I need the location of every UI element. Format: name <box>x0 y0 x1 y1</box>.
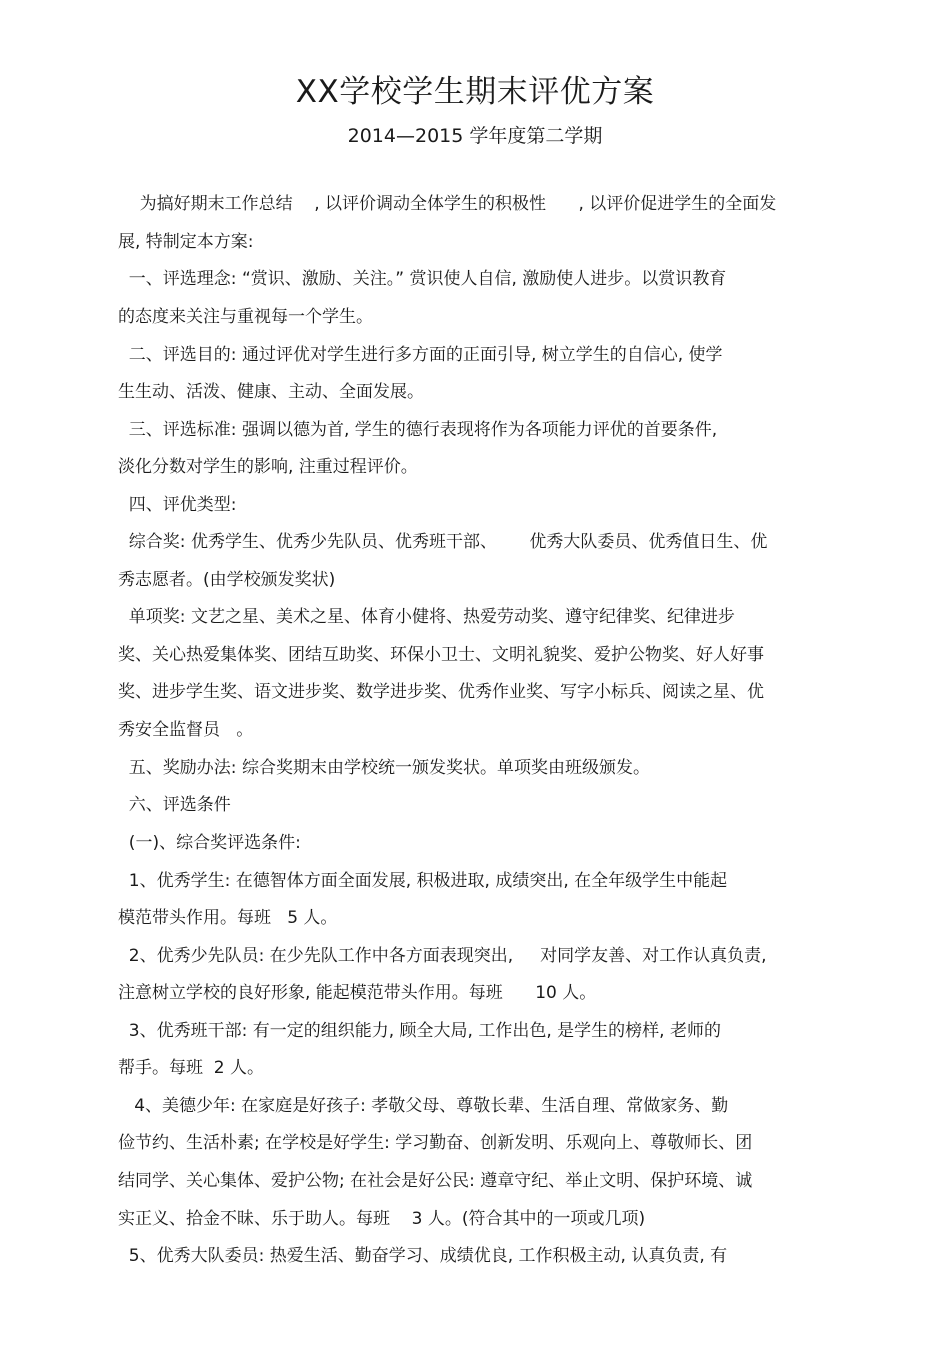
body-text-line: 1、优秀学生: 在德智体方面全面发展, 积极进取, 成绩突出, 在全年级学生中能起 <box>118 871 728 891</box>
body-text-line: 二、评选目的: 通过评优对学生进行多方面的正面引导, 树立学生的自信心, 使学 <box>118 345 723 365</box>
body-text-line: 四、评优类型: <box>118 495 237 515</box>
body-text-line: 注意树立学校的良好形象, 能起模范带头作用。每班 10 人。 <box>118 983 597 1003</box>
body-text-line: 为搞好期末工作总结 , 以评价调动全体学生的积极性 , 以评价促进学生的全面发 <box>118 194 777 214</box>
body-text-line: 帮手。每班 2 人。 <box>118 1058 265 1078</box>
body-text-line: 奖、关心热爱集体奖、团结互助奖、环保小卫士、文明礼貌奖、爱护公物奖、好人好事 <box>118 645 764 665</box>
body-text-line: 实正义、拾金不昧、乐于助人。每班 3 人。(符合其中的一项或几项) <box>118 1209 646 1229</box>
body-text-line: 3、优秀班干部: 有一定的组织能力, 顾全大局, 工作出色, 是学生的榜样, 老师的 <box>118 1021 721 1041</box>
body-text-line: 淡化分数对学生的影响, 注重过程评价。 <box>118 457 418 477</box>
body-text-line: 结同学、关心集体、爱护公物; 在社会是好公民: 遵章守纪、举止文明、保护环境、诚 <box>118 1171 753 1191</box>
body-text-line: 俭节约、生活朴素; 在学校是好学生: 学习勤奋、创新发明、乐观向上、尊敬师长、团 <box>118 1133 753 1153</box>
body-text-line: 一、评选理念: “赏识、激励、关注。” 赏识使人自信, 激励使人进步。以赏识教育 <box>118 269 727 289</box>
body-text-line: (一)、综合奖评选条件: <box>118 833 301 853</box>
document-subtitle: 2014—2015 学年度第二学期 <box>347 125 603 147</box>
body-text-line: 综合奖: 优秀学生、优秀少先队员、优秀班干部、 优秀大队委员、优秀值日生、优 <box>118 532 768 552</box>
body-text-line: 六、评选条件 <box>118 795 231 815</box>
body-text-line: 秀安全监督员 。 <box>118 720 254 740</box>
body-text-line: 展, 特制定本方案: <box>118 232 254 252</box>
body-text-line: 的态度来关注与重视每一个学生。 <box>118 307 373 327</box>
body-text-line: 五、奖励办法: 综合奖期末由学校统一颁发奖状。单项奖由班级颁发。 <box>118 758 650 778</box>
body-text-line: 模范带头作用。每班 5 人。 <box>118 908 338 928</box>
body-text-line: 单项奖: 文艺之星、美术之星、体育小健将、热爱劳动奖、遵守纪律奖、纪律进步 <box>118 607 735 627</box>
body-text-line: 2、优秀少先队员: 在少先队工作中各方面表现突出, 对同学友善、对工作认真负责, <box>118 946 767 966</box>
body-text-line: 秀志愿者。(由学校颁发奖状) <box>118 570 336 590</box>
document-title: XX学校学生期末评优方案 <box>295 74 655 110</box>
body-text-line: 生生动、活泼、健康、主动、全面发展。 <box>118 382 424 402</box>
body-text-line: 4、美德少年: 在家庭是好孩子: 孝敬父母、尊敬长辈、生活自理、常做家务、勤 <box>118 1096 729 1116</box>
body-text-line: 5、优秀大队委员: 热爱生活、勤奋学习、成绩优良, 工作积极主动, 认真负责, 有 <box>118 1246 728 1266</box>
body-text-line: 奖、进步学生奖、语文进步奖、数学进步奖、优秀作业奖、写字小标兵、阅读之星、优 <box>118 682 764 702</box>
body-text-line: 三、评选标准: 强调以德为首, 学生的德行表现将作为各项能力评优的首要条件, <box>118 420 718 440</box>
